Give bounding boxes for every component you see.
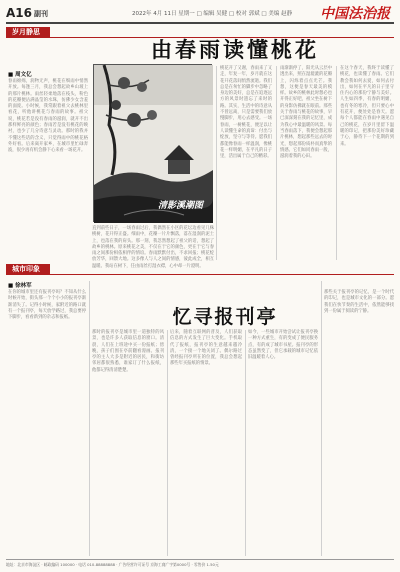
article-column: 春雨绵绵，润物无声，桃花在细雨中悄然开放。每逢三月，我总会想起故乡山坡上的那片桃林。雨丝轻柔地落在枝头，粉色的花瓣便沾满晶莹的水珠，仿佛少女含羞的面庞。小时候，我常跟着祖父去桃林里看花，听他讲桃花与春雨的故事。祖父说，桃花若是没有春雨的滋润，就开不出那样鲜亮的颜色；春雨若是没有桃花的映衬，也少了几分诗意与灵动。那时的我并不懂这些话的含义，只觉得雨中的桃花格外好看。后来离开家乡，在城市里忙碌奔波，很少再有机会静下心来看一场花开。 bbox=[8, 79, 88, 154]
article-column: 雨渐渐停了，阳光从云层中透出来，照在湿漉漉的花瓣上，闪烁着点点光芒。我想，这便是春天最美的模样。故乡的桃林此时想必也开得正好吧，祖父坐在树下的身影仿佛就在眼前。那些关于春雨与桃花的故事，早已深深刻在我的记忆里，成为我心中最温暖的风景。每当春雨落下，我便会想起那片桃林，想起那些远去的时光，想起那份质朴而真挚的情感。它们如同春雨一般，滋润着我的心田。 bbox=[280, 66, 332, 160]
article-title-2: 忆寻报刊亭 bbox=[172, 306, 278, 328]
date-line: 2022年 4月 11日 星期一 □ 编辑 吴健 □ 校对 郭斌 □ 美编 赵静 bbox=[132, 11, 293, 17]
article-column: 那时的报刊亭是城市里一道独特的风景，也是许多人获取信息的窗口。清晨，人们在上班途中买一份报纸；傍晚，孩子们围在亭前翻看漫画。报刊亭的主人大多是附近的居民，和街坊邻居都很熟悉，谁家订了什么报纸，他都记得清清楚楚。 bbox=[92, 330, 164, 373]
photo-caption: 清影溪潮图 bbox=[157, 201, 203, 211]
column-divider bbox=[216, 66, 217, 260]
article-column: 后来，随着互联网的普及，人们获取信息的方式发生了巨大变化。手机取代了报纸，报刊亭的生意越来越冷清，一个接一个地关闭了。偶尔路过曾经报刊亭所在的位置，我总会想起那些年买报纸的情景。 bbox=[170, 330, 242, 367]
column-divider bbox=[321, 281, 322, 556]
article-column: 那些关于报刊亭的记忆，是一个时代的印记，也是城市文化的一部分。愿我们在快节奏的生活中，依然能够找到一份属于阅读的宁静。 bbox=[324, 290, 394, 314]
column-divider bbox=[167, 330, 168, 556]
footer-rule bbox=[6, 559, 394, 560]
byline-1: ■ 周文亿 bbox=[8, 72, 32, 78]
ink-painting-photo bbox=[93, 64, 212, 222]
article-column: 直到前些日子，一场春雨过后，我偶然在小区的花坛边看见几株桃树，花开得正盛。细雨中，花瓣一片片飘落，落在湿润的泥土上，也落在我的肩头。那一刻，我忽然想起了祖父的话，想起了故乡的桃林。原来桃花之美，不仅在于它的颜色，更在于它与春雨之间那份相依相伴的情谊。春雨默默付出，不求回报；桃花绽放芳华，回馈大地。这多像人与人之间的情感，彼此成全，相互温暖。我站在树下，任由雨丝打湿衣襟，心中却一片澄明。 bbox=[92, 226, 214, 269]
section-tag-2: 城市印象 bbox=[6, 264, 50, 275]
newspaper-masthead: 中国法治报 bbox=[320, 6, 390, 22]
section-name: 副刊 bbox=[34, 10, 48, 18]
page-number: A16 bbox=[6, 6, 32, 20]
header-rule bbox=[6, 22, 394, 24]
tag-rule-2 bbox=[50, 274, 394, 275]
footer-info: 地址：北京市海淀区 · 邮政编码 100000 · 电话 010-88888888 · 广告经营许可证号 京海工商广字第0000号 · 零售价 1.50元 bbox=[6, 562, 219, 567]
article-title-1: 由春雨读懂桃花 bbox=[151, 37, 319, 62]
article-column: 在这个春天，我终于读懂了桃花，也读懂了春雨。它们教会我如何去爱，如何去付出，如何在平凡的日子里守住内心的那份宁静与美好。人生如四季，有春的明媚，也有冬的寒冷，但只要心中有花开，便处处是春天。愿每个人都能在春雨中遇见自己的桃花，在岁月里留下温暖的印记，把那份美好珍藏于心，静待下一个花期的到来。 bbox=[340, 66, 394, 147]
column-divider bbox=[245, 330, 246, 556]
article-column: 在你的城市里还有报刊亭吗？不知从什么时候开始，街头那一个个小小的报刊亭渐渐消失了。记得小时候，家附近的路口就有一个报刊亭，每天放学路过，我总要停下脚步，看看新到的杂志和报纸。 bbox=[8, 290, 86, 321]
column-divider bbox=[276, 66, 277, 260]
byline-2: ■ 徐林军 bbox=[8, 283, 32, 289]
section-tag-1: 岁月静思 bbox=[6, 27, 50, 38]
column-divider bbox=[336, 66, 337, 260]
article-column: 如今，一些城市开始尝试让报刊亭换一种方式重生，有的变成了便民服务点，有的成了城市书屋。报刊亭的形态虽然变了，但它承载的城市记忆依旧温暖着人心。 bbox=[248, 330, 318, 361]
column-divider bbox=[89, 281, 90, 556]
article-column: 桃花开了又谢，春雨来了又走，年复一年，岁月就在这花开花落间悄然流逝。我们总是在匆忙的脚步中忽略了身边的美好，总是在追逐远方的风景时遗忘了来时的路。其实，生活中的诗意从不曾远离，只是需要我们放慢脚步，用心去感受。一场春雨，一树桃花，便足以让人读懂生命的真谛：付出与绽放，坚守与等待。愿我们都能像春雨一样温润，像桃花一样明媚，在平凡的日子里，活出属于自己的精彩。 bbox=[220, 66, 272, 160]
page-header bbox=[0, 0, 400, 24]
